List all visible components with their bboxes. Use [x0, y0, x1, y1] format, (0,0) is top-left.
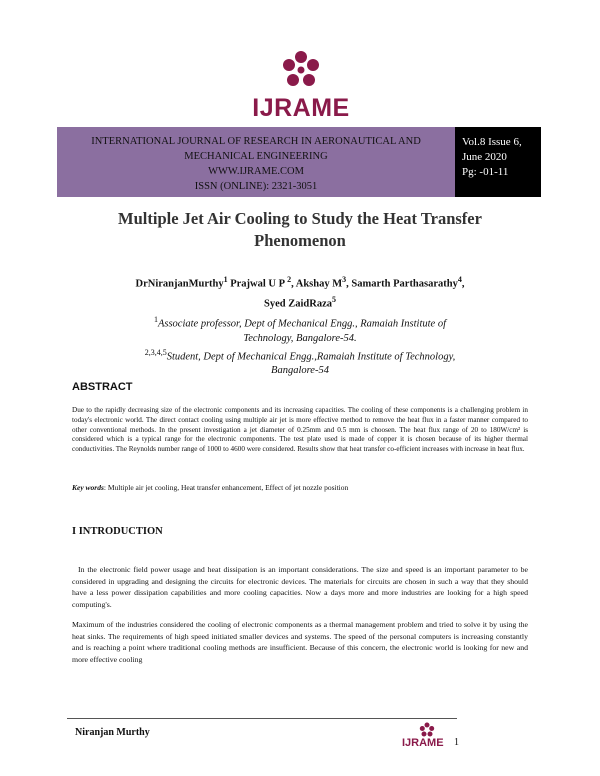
journal-website[interactable]: WWW.IJRAME.COM — [208, 166, 304, 177]
journal-name-line2: MECHANICAL ENGINEERING — [184, 151, 328, 162]
author-name: , Samarth Parthasarathy — [346, 278, 458, 290]
author-list: DrNiranjanMurthy$^1$ Prajwal U P $^2$, Akshay $M^3$, Samarth Parthasarathy$^4$, Syed ZaidRaza$^5$ — [135, 275, 465, 309]
keywords — [72, 483, 528, 492]
keywords-label: Key words — [72, 483, 104, 492]
page-range: Pg: -01-11 — [462, 166, 509, 178]
author-name: Syed ZaidRaza — [264, 298, 332, 309]
affiliation-2: Student, Dept of Mechanical Engg.,Ramaiah Institute of Technology, — [166, 351, 456, 362]
footer-flower-icon — [402, 722, 452, 738]
issue-date: June 2020 — [462, 151, 507, 163]
keywords-list: : Multiple air jet cooling, Heat transfer enhancement, Effect of jet nozzle position — [103, 483, 349, 492]
author-name: Prajwal U P — [227, 278, 288, 290]
journal-logo — [245, 48, 357, 120]
page-number: 1 — [454, 737, 459, 748]
author-name: , Akshay M — [291, 278, 343, 290]
footer-logo-wordmark: IJRAME — [402, 737, 444, 749]
affiliations: $^1$Associate professor, Dept of Mechanical Engg., Ramaiah Institute of Technology, Bangalore-54. $^{2,3,4,5}$Student, Dept of Mechanical Engg.,Ramaiah Institute of Technology, Bangalore-54 — [144, 315, 456, 376]
footer-author: Niranjan Murthy — [75, 727, 150, 738]
abstract-heading: ABSTRACT — [72, 381, 133, 393]
affiliation-1: Associate professor, Dept of Mechanical Engg., Ramaiah Institute of — [157, 318, 447, 330]
paper-title: Multiple Jet Air Cooling to Study the Heat Transfer Phenomenon — [118, 209, 482, 250]
footer-divider — [67, 718, 457, 719]
volume-info-box — [455, 127, 541, 197]
abstract-text: Due to the rapidly decreasing size of the electronic components and its increasing capacities. The cooling of these components is a challenging problem in today's electronic world. The direct contact cooling using multiple air jet is more effective method to remove the heat flux in a faster manner compared to other conventional methods. In the present investigation a jet diameter of 0.25mm and 0.5 mm is choosen. The heat flux range of 20 to 180W/cm² is considered which is a typical range for the electronic components. The test plate used is made of copper it is chosen because of its higher thermal conductivities. The Reynolds number range of 1000 to 4600 were considered. Results show that heat transfer co-efficient increases with increase in heat flux. — [72, 406, 528, 454]
journal-name-line1: INTERNATIONAL JOURNAL OF RESEARCH IN AERONAUTICAL AND — [91, 136, 421, 147]
volume-issue: Vol.8 Issue 6, — [462, 136, 522, 148]
author-name: DrNiranjanMurthy — [135, 278, 224, 290]
footer-logo — [402, 722, 462, 752]
journal-issn: ISSN (ONLINE): 2321-3051 — [194, 181, 318, 192]
intro-paragraph-2: Maximum of the industries considered the cooling of electronic components as a thermal management problem and tried to solve it by using the heat sinks. The requirements of high speed initiated smaller devices and systems. The speed of the personal computers is increasing constantly and is reaching a point where traditional cooling methods are insufficient. Because of this concern, the electronic world is looking for new and more effective cooling — [72, 620, 528, 664]
flower-logo-icon — [245, 48, 357, 96]
journal-info — [57, 134, 455, 194]
logo-wordmark: IJRAME — [252, 94, 350, 122]
intro-paragraph-1: In the electronic field power usage and heat dissipation is an important considerations. The size and speed is an important parameter to be considered in upgrading and designing the circuits for electronic devices. The materials for circuits are chosen in such a way that they should have a less power dissipation capabilities and more cooling capacities. Now a days more and more industries are looking for a high speed computing's. — [72, 565, 528, 609]
section-heading-introduction: I INTRODUCTION — [72, 526, 163, 537]
